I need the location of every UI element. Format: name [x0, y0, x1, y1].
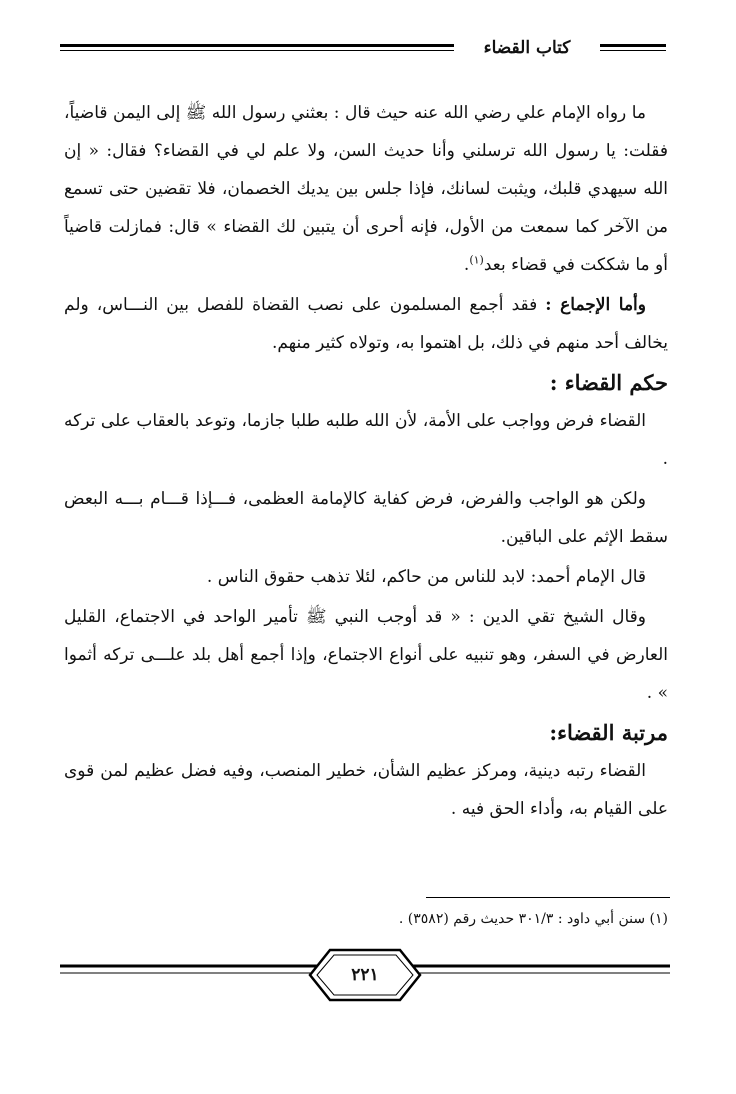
paragraph: قال الإمام أحمد: لابد للناس من حاكم، لئلا تذهب حقوق الناس .: [206, 567, 646, 587]
header-rule-right-thin: [600, 50, 666, 51]
paragraph: ولكن هو الواجب والفرض، فرض كفاية كالإمامة العظمى، فـــإذا قـــام بـــه البعض سقط الإثم على الباقين.: [64, 489, 668, 547]
paragraph-lead: وأما الإجماع :: [545, 295, 646, 315]
paragraph: القضاء رتبه دينية، ومركز عظيم الشأن، خطير المنصب، وفيه فضل عظيم لمن قوى على القيام به، وأداء الحق فيه .: [64, 761, 668, 819]
running-header: [60, 36, 666, 64]
page-number: ٢٢١: [351, 965, 379, 985]
page-footer: [60, 946, 670, 1006]
paragraph-text: ما رواه الإمام علي رضي الله عنه حيث قال : بعثني رسول الله ﷺ إلى اليمن قاضياً، فقلت: يا رسول الله ترسلني وأنا حديث السن، ولا علم لي في القضاء؟ فقال: « إن الله سيهدي قلبك، ويثبت لسانك، فإذا جلس بين يديك الخصمان، فلا تقضين حتى تسمع من الآخر كما سمعت من الأول، فإنه أحرى أن يتبين لك القضاء » قال: فمازلت قاضياً أو ما شككت في قضاء بعد: [64, 103, 668, 275]
footnote-separator: [426, 897, 670, 898]
header-rule-left-thin: [60, 50, 454, 51]
section-heading-rank: مرتبة القضاء:: [549, 720, 668, 745]
chapter-title: كتاب القضاء: [483, 38, 571, 58]
page-body: [64, 94, 668, 830]
paragraph: وقال الشيخ تقي الدين : « قد أوجب النبي ﷺ تأمير الواحد في الاجتماع، القليل العارض في السفر، وهو تنبيه على أنواع الاجتماع، وإذا أجمع أهل بلد علـــى تركه أثموا » .: [64, 607, 668, 703]
footnote: (١) سنن أبي داود : ٣٠١/٣ حديث رقم (٣٥٨٢) .: [398, 911, 668, 927]
paragraph-ijma: [64, 286, 668, 362]
section-heading-ruling: حكم القضاء :: [549, 370, 668, 395]
paragraph-hadith: ما رواه الإمام علي رضي الله عنه حيث قال : بعثني رسول الله ﷺ إلى اليمن قاضياً، فقلت: يا رسول الله ترسلني وأنا حديث السن، ولا علم لي في القضاء؟ فقال: « إن الله سيهدي قلبك، ويثبت لسانك، فإذا جلس بين يديك الخصمان، فلا تقضين حتى تسمع من الآخر كما سمعت من الأول، فإنه أحرى أن يتبين لك القضاء » قال: فمازلت قاضياً أو ما شككت في قضاء بعد$^{(١)}$.: [64, 103, 668, 275]
header-rule-right: [600, 44, 666, 47]
footnote-ref: (١): [469, 253, 484, 267]
paragraph-text: فقد أجمع المسلمون على نصب القضاة للفصل بين النـــاس، ولم يخالف أحد منهم في ذلك، بل اهتموا به، وتولاه كثير منهم.: [64, 295, 668, 353]
header-rule-left: [60, 44, 454, 47]
paragraph: القضاء فرض وواجب على الأمة، لأن الله طلبه طلبا جازما، وتوعد بالعقاب على تركه .: [64, 411, 668, 469]
